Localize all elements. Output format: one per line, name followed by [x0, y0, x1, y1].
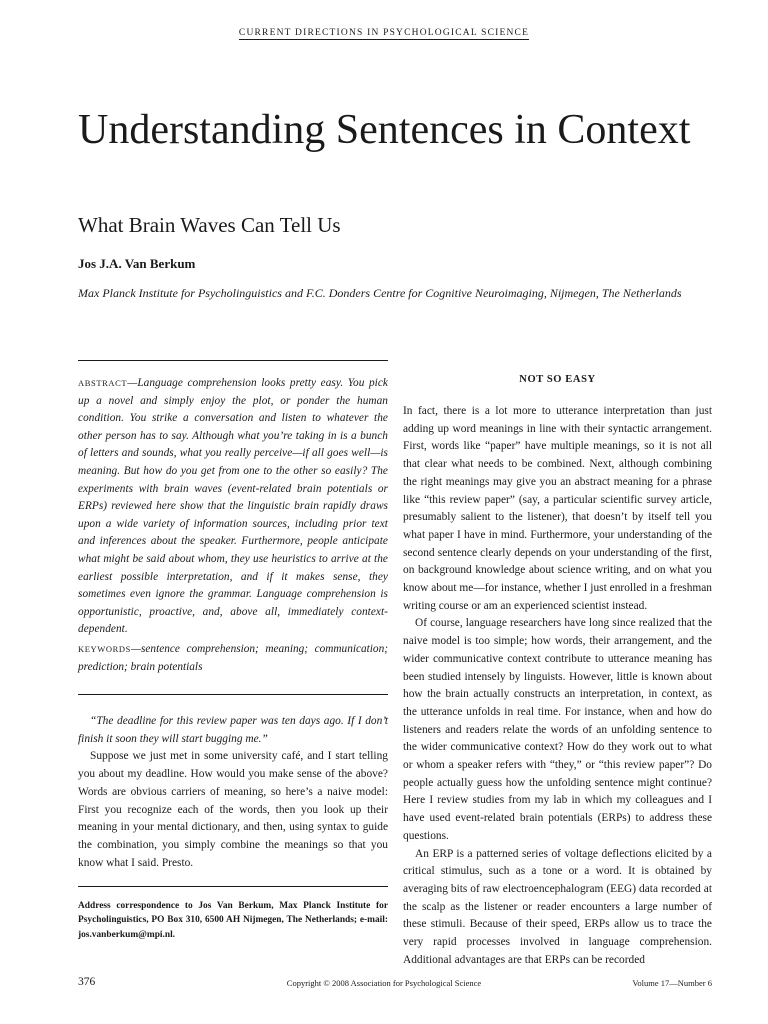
abstract [78, 375, 388, 639]
keywords-label: KEYWORDS [78, 644, 131, 654]
intro-section [78, 713, 388, 872]
article-title: Understanding Sentences in Context [78, 107, 691, 153]
author-affiliation: Max Planck Institute for Psycholinguistics and F.C. Donders Centre for Cognitive Neuroimaging, Nijmegen, The Netherlands [78, 286, 682, 300]
keywords-dash: — [130, 643, 142, 655]
running-head [0, 22, 768, 40]
opening-quote: “The deadline for this review paper was ten days ago. If I don’t finish it soon they will start bugging me.” [78, 715, 388, 745]
section-paragraph: An ERP is a patterned series of voltage deflections elicited by a critical stimulus, such as a tone or a word. It is obtained by averaging bits of raw electroencephalogram (EEG) data recorded at the scalp as the listener or reader encounters a large number of these stimuli. Because of their speed, ERPs allow us to trace the very rapid processes involved in language comprehension. Additional advantages are that ERPs can be recorded [403, 847, 712, 966]
copyright-notice: Copyright © 2008 Association for Psychological Science [286, 978, 482, 988]
abstract-top-rule [78, 360, 388, 361]
section-paragraph: Of course, language researchers have long since realized that the naive model is too simple; how words, their arrangement, and the wider communicative context contribute to utterance meaning has been studied intensely by linguists. However, little is known about how the brain actually constructs an interpretation, in context, as the utterance unfolds in real time. For instance, when and how do listeners and readers relate the words of an unfolding sentence to the wider communicative context? How do they work out to what or whom a speaker refers with “they,” or “this review paper”? Do people actually guess how the unfolding sentence might continue? Here I review studies from my lab in which my colleagues and I have used event-related brain potentials (ERPs) to address these questions. [403, 617, 712, 842]
page-number: 376 [78, 976, 96, 988]
abstract-bottom-rule [78, 694, 388, 695]
volume-number: Volume 17—Number 6 [632, 978, 712, 988]
keywords-text: sentence comprehension; meaning; communication; prediction; brain potentials [78, 643, 388, 673]
abstract-label: ABSTRACT [78, 378, 128, 388]
address-rule [78, 886, 388, 887]
abstract-dash: — [127, 377, 138, 389]
abstract-text: Language comprehension looks pretty easy. You pick up a novel and simply enjoy the plot, or ponder the human condition. You strike a conversation and listen to whatever the other person has to say. Although what you’re taking in is a bunch of letters and sounds, what you really perceive—if all goes well—is meaning. But how do you get from one to the other so easily? The experiments with brain waves (event-related brain potentials or ERPs) reviewed here show that the linguistic brain rapidly draws upon a wide variety of information sources, including prior text and inferences about the speaker. Furthermore, people anticipate what might be said about whom, they use heuristics to arrive at the earliest possible interpretation, and if it makes sense, they sometimes even ignore the grammar. Language comprehension is opportunistic, proactive, and, above all, immediately context-dependent. [78, 377, 388, 636]
keywords [78, 641, 388, 676]
author-name: Jos J.A. Van Berkum [78, 256, 196, 271]
intro-paragraph: Suppose we just met in some university café, and I start telling you about my deadline. How would you make sense of the above? Words are obvious carriers of meaning, so here’s a naive model: First you recognize each of the words, then you look up their meaning in your mental dictionary, and then, using syntax to guide the combination, you simply combine the meanings so that you know what I said. Presto. [78, 750, 388, 869]
article-subtitle: What Brain Waves Can Tell Us [78, 213, 341, 237]
section-paragraph: In fact, there is a lot more to utterance interpretation than just adding up word meanings in line with their syntactic arrangement. First, words like “paper” have multiple meanings, so it is not all that clear what needs to be combined. Next, although combining the right meanings may give you an abstract meaning for a phrase like “this review paper” (say, a particular scientific survey article, presumably salient to the listener), that doesn’t by itself tell you what paper I have in mind. Furthermore, your understanding of the second sentence clearly depends on your understanding of the first, on background knowledge about science writing, and on what you know about me—for instance, whether I just enrolled in a freshman writing course or am an experienced scientist instead. [403, 405, 712, 612]
section-heading: NOT SO EASY [519, 374, 596, 385]
running-head-text: CURRENT DIRECTIONS IN PSYCHOLOGICAL SCIENCE [238, 28, 530, 38]
section-body [403, 403, 712, 970]
correspondence-address: Address correspondence to Jos Van Berkum, Max Planck Institute for Psycholinguistics, PO Box 310, 6500 AH Nijmegen, The Netherlands; e-mail: jos.vanberkum@mpi.nl. [78, 901, 388, 940]
